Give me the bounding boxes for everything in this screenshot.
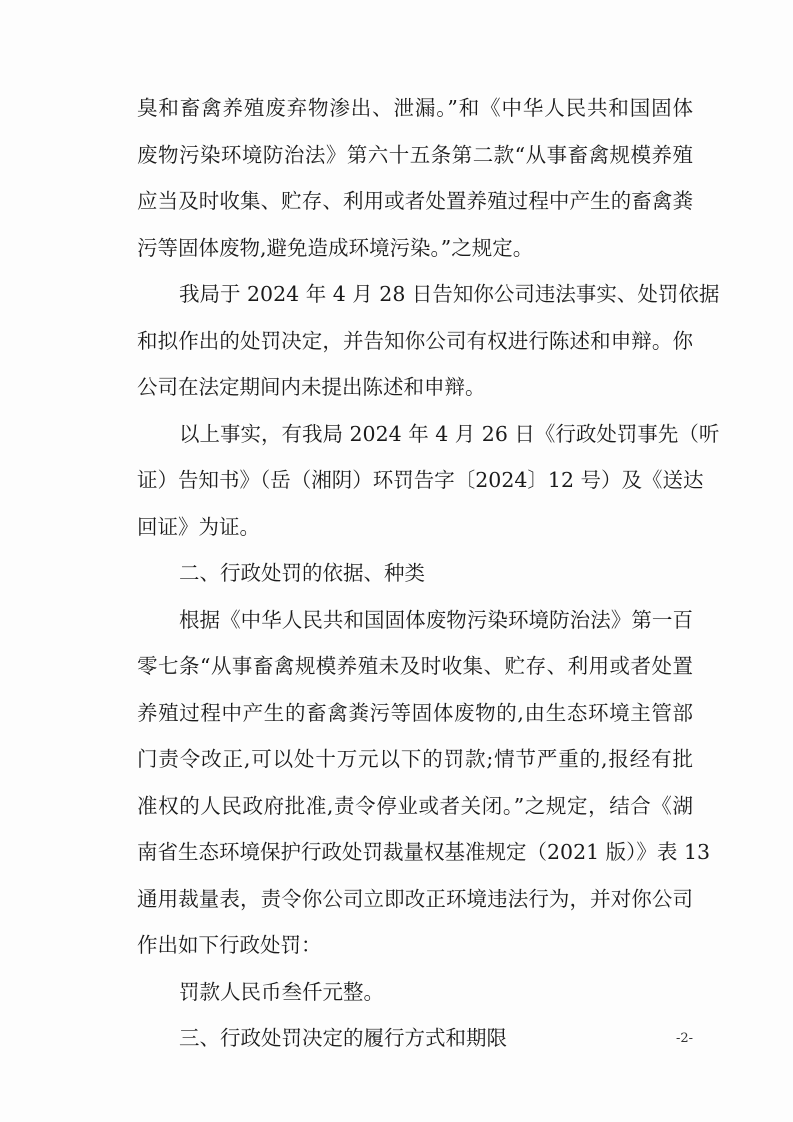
text-line: 和拟作出的处罚决定，并告知你公司有权进行陈述和申辩。你 bbox=[137, 328, 693, 353]
text-line: 臭和畜禽养殖废弃物渗出、泄漏。”和《中华人民共和国固体 bbox=[137, 96, 693, 120]
text-line: 应当及时收集、贮存、利用或者处置养殖过程中产生的畜禽粪 bbox=[137, 189, 693, 213]
paragraph-first-line: 我局于 2024 年 4 月 28 日告知你公司违法事实、处罚依据 bbox=[179, 282, 720, 306]
text-line: 通用裁量表，责令你公司立即改正环境违法行为，并对你公司 bbox=[137, 886, 693, 911]
paragraph-first-line: 以上事实，有我局 2024 年 4 月 26 日《行政处罚事先（听 bbox=[179, 421, 720, 446]
text-line: 南省生态环境保护行政处罚裁量权基准规定（2021 版）》表 13 bbox=[137, 840, 711, 864]
section-heading-2: 二、行政处罚的依据、种类 bbox=[179, 561, 425, 585]
text-line: 门责令改正,可以处十万元以下的罚款;情节严重的,报经有批 bbox=[137, 747, 693, 771]
text-line: 零七条“从事畜禽规模养殖未及时收集、贮存、利用或者处置 bbox=[137, 654, 693, 678]
text-line: 污等固体废物,避免造成环境污染。”之规定。 bbox=[137, 235, 534, 260]
text-line: 公司在法定期间内未提出陈述和申辩。 bbox=[137, 375, 486, 399]
text-line: 养殖过程中产生的畜禽粪污等固体废物的,由生态环境主管部 bbox=[137, 700, 693, 725]
text-line: 准权的人民政府批准,责令停业或者关闭。”之规定，结合《湖 bbox=[137, 793, 693, 818]
penalty-line: 罚款人民币叁仟元整。 bbox=[179, 979, 384, 1004]
text-line: 废物污染环境防治法》第六十五条第二款“从事畜禽规模养殖 bbox=[137, 142, 693, 167]
text-line: 证）告知书》（岳（湘阴）环罚告字〔2024〕12 号）及《送达 bbox=[137, 468, 704, 492]
section-heading-3: 三、行政处罚决定的履行方式和期限 bbox=[179, 1026, 507, 1050]
paragraph-first-line: 根据《中华人民共和国固体废物污染环境防治法》第一百 bbox=[179, 607, 693, 632]
text-line: 回证》为证。 bbox=[137, 514, 260, 539]
page-number: -2- bbox=[676, 1031, 694, 1046]
text-line: 作出如下行政处罚： bbox=[137, 933, 322, 957]
document-body bbox=[137, 96, 720, 1075]
